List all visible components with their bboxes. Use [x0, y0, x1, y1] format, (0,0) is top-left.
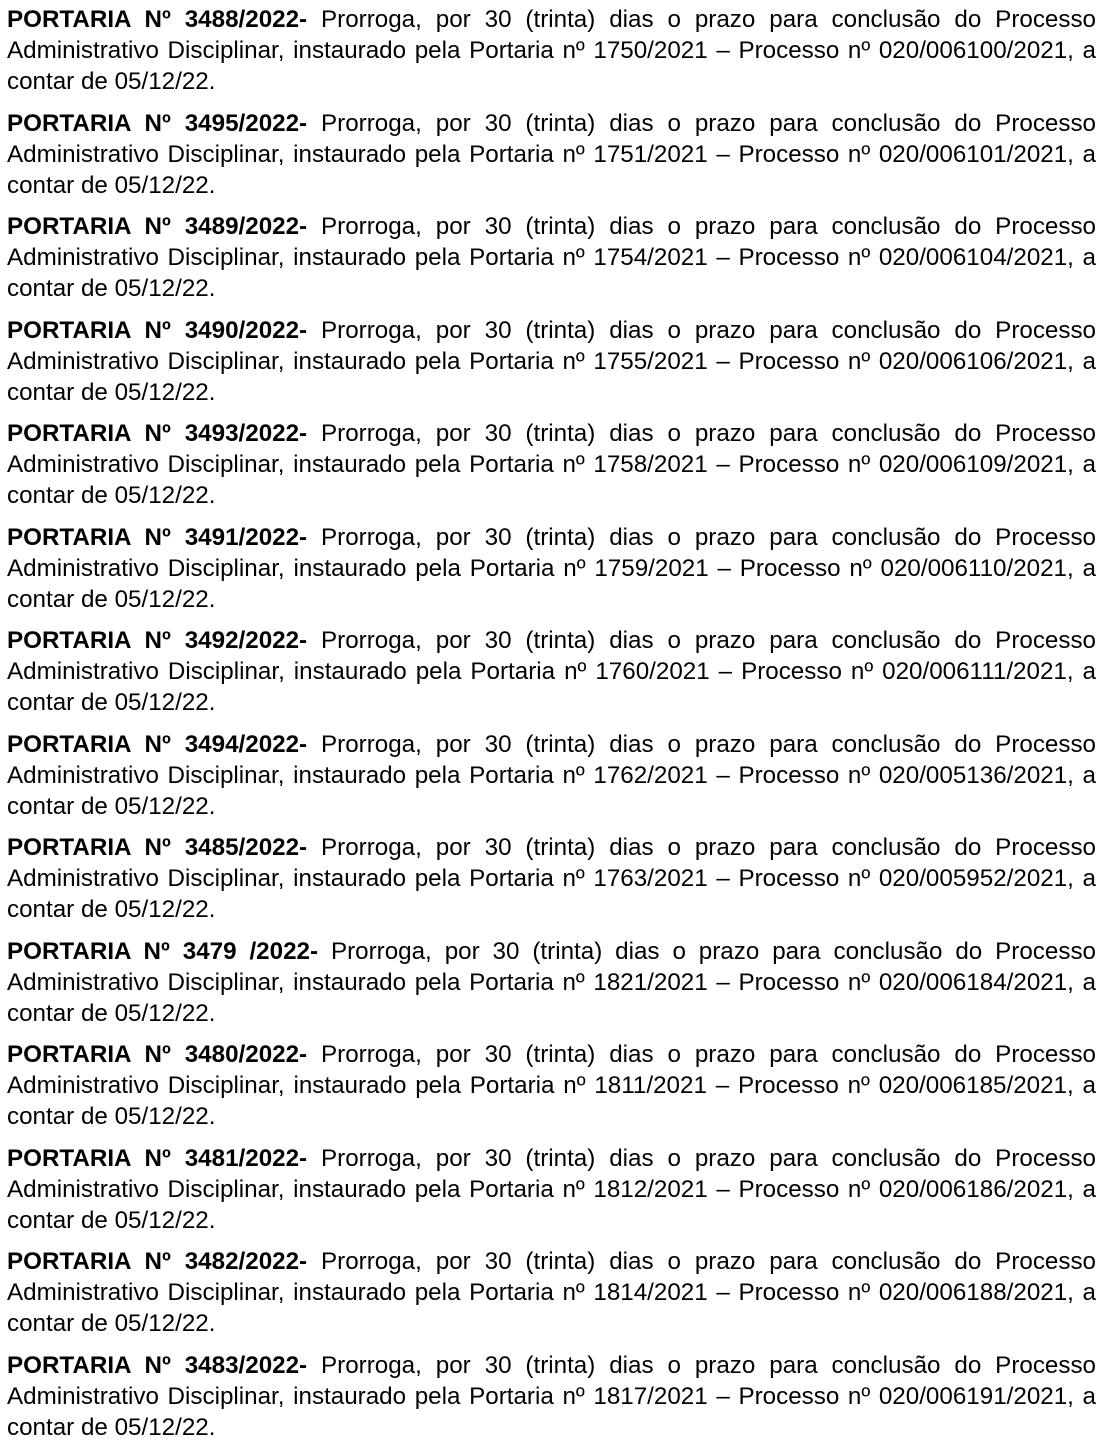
portaria-heading: PORTARIA Nº 3490/2022- — [7, 316, 308, 344]
portaria-entry — [7, 1039, 1096, 1132]
portaria-text: Prorroga, por 30 (trinta) dias o prazo para conclusão do Processo Administrativo Disciplinar, instaurado pela Portaria nº 1750/2021 – Processo nº 020/006100/2021, a contar de 05/12/22. — [7, 6, 1097, 95]
portaria-heading: PORTARIA Nº 3482/2022- — [7, 1248, 308, 1275]
portaria-text: Prorroga, por 30 (trinta) dias o prazo para conclusão do Processo Administrativo Disciplinar, instaurado pela Portaria nº 1758/2021 – Processo nº 020/006109/2021, a contar de 05/12/22. — [7, 420, 1097, 509]
portaria-heading: PORTARIA Nº 3495/2022- — [7, 109, 308, 137]
portaria-entry — [7, 315, 1096, 408]
portaria-entry — [7, 729, 1096, 822]
portaria-heading: PORTARIA Nº 3481/2022- — [7, 1144, 308, 1172]
portaria-heading: PORTARIA Nº 3492/2022- — [7, 627, 308, 654]
portaria-text: Prorroga, por 30 (trinta) dias o prazo para conclusão do Processo Administrativo Disciplinar, instaurado pela Portaria nº 1821/2021 – Processo nº 020/006184/2021, a contar de 05/12/22. — [7, 937, 1096, 1027]
portaria-text: Prorroga, por 30 (trinta) dias o prazo para conclusão do Processo Administrativo Disciplinar, instaurado pela Portaria nº 1763/2021 – Processo nº 020/005952/2021, a contar de 05/12/22. — [7, 834, 1097, 923]
portaria-text: Prorroga, por 30 (trinta) dias o prazo para conclusão do Processo Administrativo Disciplinar, instaurado pela Portaria nº 1754/2021 – Processo nº 020/006104/2021, a contar de 05/12/22. — [7, 213, 1097, 302]
portaria-text: Prorroga, por 30 (trinta) dias o prazo para conclusão do Processo Administrativo Disciplinar, instaurado pela Portaria nº 1817/2021 – Processo nº 020/006191/2021, a contar de 05/12/22. — [7, 1351, 1097, 1441]
portaria-text: Prorroga, por 30 (trinta) dias o prazo para conclusão do Processo Administrativo Disciplinar, instaurado pela Portaria nº 1759/2021 – Processo nº 020/006110/2021, a contar de 05/12/22. — [7, 523, 1097, 613]
portaria-text: Prorroga, por 30 (trinta) dias o prazo para conclusão do Processo Administrativo Disciplinar, instaurado pela Portaria nº 1762/2021 – Processo nº 020/005136/2021, a contar de 05/12/22. — [7, 730, 1097, 820]
portaria-entry — [7, 1143, 1096, 1236]
portaria-entry — [7, 1350, 1096, 1443]
portaria-heading: PORTARIA Nº 3488/2022- — [7, 6, 308, 33]
portaria-heading: PORTARIA Nº 3491/2022- — [7, 523, 308, 551]
portaria-text: Prorroga, por 30 (trinta) dias o prazo para conclusão do Processo Administrativo Disciplinar, instaurado pela Portaria nº 1814/2021 – Processo nº 020/006188/2021, a contar de 05/12/22. — [7, 1248, 1097, 1337]
portaria-heading: PORTARIA Nº 3483/2022- — [7, 1351, 308, 1379]
portaria-entry — [7, 1246, 1096, 1339]
portaria-entry — [7, 418, 1096, 511]
portaria-heading: PORTARIA Nº 3493/2022- — [7, 420, 308, 447]
portaria-heading: PORTARIA Nº 3494/2022- — [7, 730, 308, 758]
portaria-text: Prorroga, por 30 (trinta) dias o prazo para conclusão do Processo Administrativo Disciplinar, instaurado pela Portaria nº 1811/2021 – Processo nº 020/006185/2021, a contar de 05/12/22. — [7, 1041, 1097, 1130]
portaria-entry — [7, 4, 1096, 97]
portaria-text: Prorroga, por 30 (trinta) dias o prazo para conclusão do Processo Administrativo Disciplinar, instaurado pela Portaria nº 1751/2021 – Processo nº 020/006101/2021, a contar de 05/12/22. — [7, 109, 1097, 199]
portaria-entry — [7, 522, 1096, 615]
portaria-text: Prorroga, por 30 (trinta) dias o prazo para conclusão do Processo Administrativo Disciplinar, instaurado pela Portaria nº 1812/2021 – Processo nº 020/006186/2021, a contar de 05/12/22. — [7, 1144, 1097, 1234]
portaria-entry — [7, 936, 1096, 1029]
portaria-heading: PORTARIA Nº 3479 /2022- — [7, 937, 319, 965]
portaria-entry — [7, 211, 1096, 304]
portaria-entry — [7, 108, 1096, 201]
portaria-heading: PORTARIA Nº 3485/2022- — [7, 834, 308, 861]
portaria-text: Prorroga, por 30 (trinta) dias o prazo para conclusão do Processo Administrativo Disciplinar, instaurado pela Portaria nº 1755/2021 – Processo nº 020/006106/2021, a contar de 05/12/22. — [7, 316, 1097, 406]
portaria-heading: PORTARIA Nº 3480/2022- — [7, 1041, 308, 1068]
portaria-entry — [7, 832, 1096, 925]
portaria-heading: PORTARIA Nº 3489/2022- — [7, 213, 308, 240]
portaria-text: Prorroga, por 30 (trinta) dias o prazo para conclusão do Processo Administrativo Disciplinar, instaurado pela Portaria nº 1760/2021 – Processo nº 020/006111/2021, a contar de 05/12/22. — [7, 627, 1097, 716]
portaria-entry — [7, 625, 1096, 718]
